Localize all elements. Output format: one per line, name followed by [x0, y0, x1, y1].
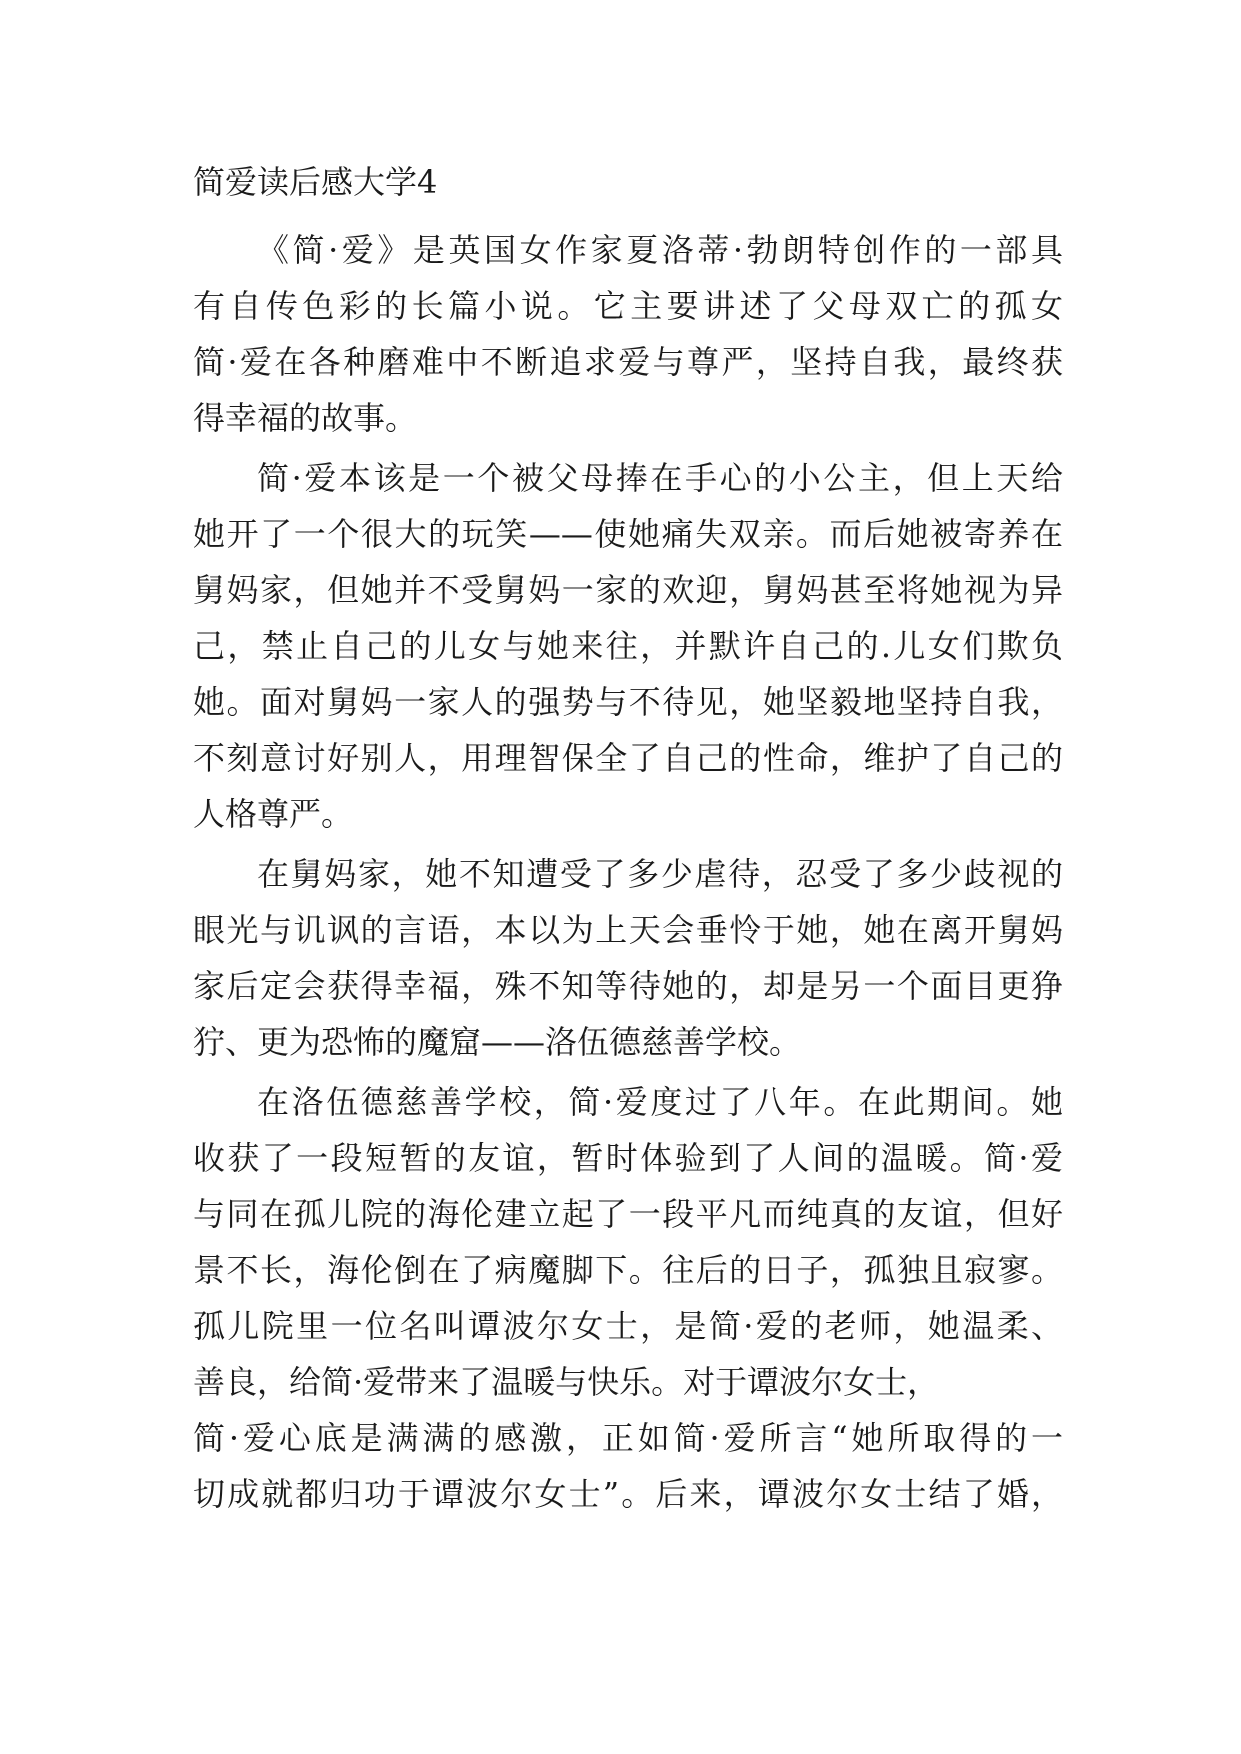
text-line: 眼光与讥讽的言语，本以为上天会垂怜于她，她在离开舅妈 [193, 911, 1063, 949]
text-line: 人格尊严。 [193, 795, 354, 833]
text-line: 她。面对舅妈一家人的强势与不待见，她坚毅地坚持自我， [193, 683, 1063, 721]
text-line: 与同在孤儿院的海伦建立起了一段平凡而纯真的友谊，但好 [193, 1195, 1063, 1233]
text-line: 有自传色彩的长篇小说。它主要讲述了父母双亡的孤女 [193, 287, 1063, 325]
document-title: 简爱读后感大学4 [193, 163, 438, 201]
text-line: 孤儿院里一位名叫谭波尔女士，是简·爱的老师，她温柔、 [193, 1307, 1063, 1345]
text-line: 狞、更为恐怖的魔窟——洛伍德慈善学校。 [193, 1023, 802, 1061]
text-line: 己，禁止自己的儿女与她来往，并默许自己的.儿女们欺负 [193, 627, 1063, 665]
text-line: 在舅妈家，她不知遭受了多少虐待，忍受了多少歧视的 [257, 855, 1063, 893]
text-line: 家后定会获得幸福，殊不知等待她的，却是另一个面目更狰 [193, 967, 1063, 1005]
text-line: 舅妈家，但她并不受舅妈一家的欢迎，舅妈甚至将她视为异 [193, 571, 1063, 609]
text-line: 简·爱本该是一个被父母捧在手心的小公主，但上天给 [257, 459, 1063, 497]
text-line: 简·爱在各种磨难中不断追求爱与尊严，坚持自我，最终获 [193, 343, 1063, 381]
text-line: 收获了一段短暂的友谊，暂时体验到了人间的温暖。简·爱 [193, 1139, 1063, 1177]
text-line: 得幸福的故事。 [193, 399, 418, 437]
text-line: 《简·爱》是英国女作家夏洛蒂·勃朗特创作的一部具 [257, 231, 1063, 269]
text-line: 善良，给简·爱带来了温暖与快乐。对于谭波尔女士， [193, 1363, 940, 1401]
text-line: 简·爱心底是满满的感激，正如简·爱所言“她所取得的一 [193, 1419, 1063, 1457]
text-line: 不刻意讨好别人，用理智保全了自己的性命，维护了自己的 [193, 739, 1063, 777]
text-line: 她开了一个很大的玩笑——使她痛失双亲。而后她被寄养在 [193, 515, 1063, 553]
text-line: 景不长，海伦倒在了病魔脚下。往后的日子，孤独且寂寥。 [193, 1251, 1063, 1289]
text-line: 切成就都归功于谭波尔女士”。后来，谭波尔女士结了婚， [193, 1475, 1063, 1513]
text-line: 在洛伍德慈善学校，简·爱度过了八年。在此期间。她 [257, 1083, 1063, 1121]
